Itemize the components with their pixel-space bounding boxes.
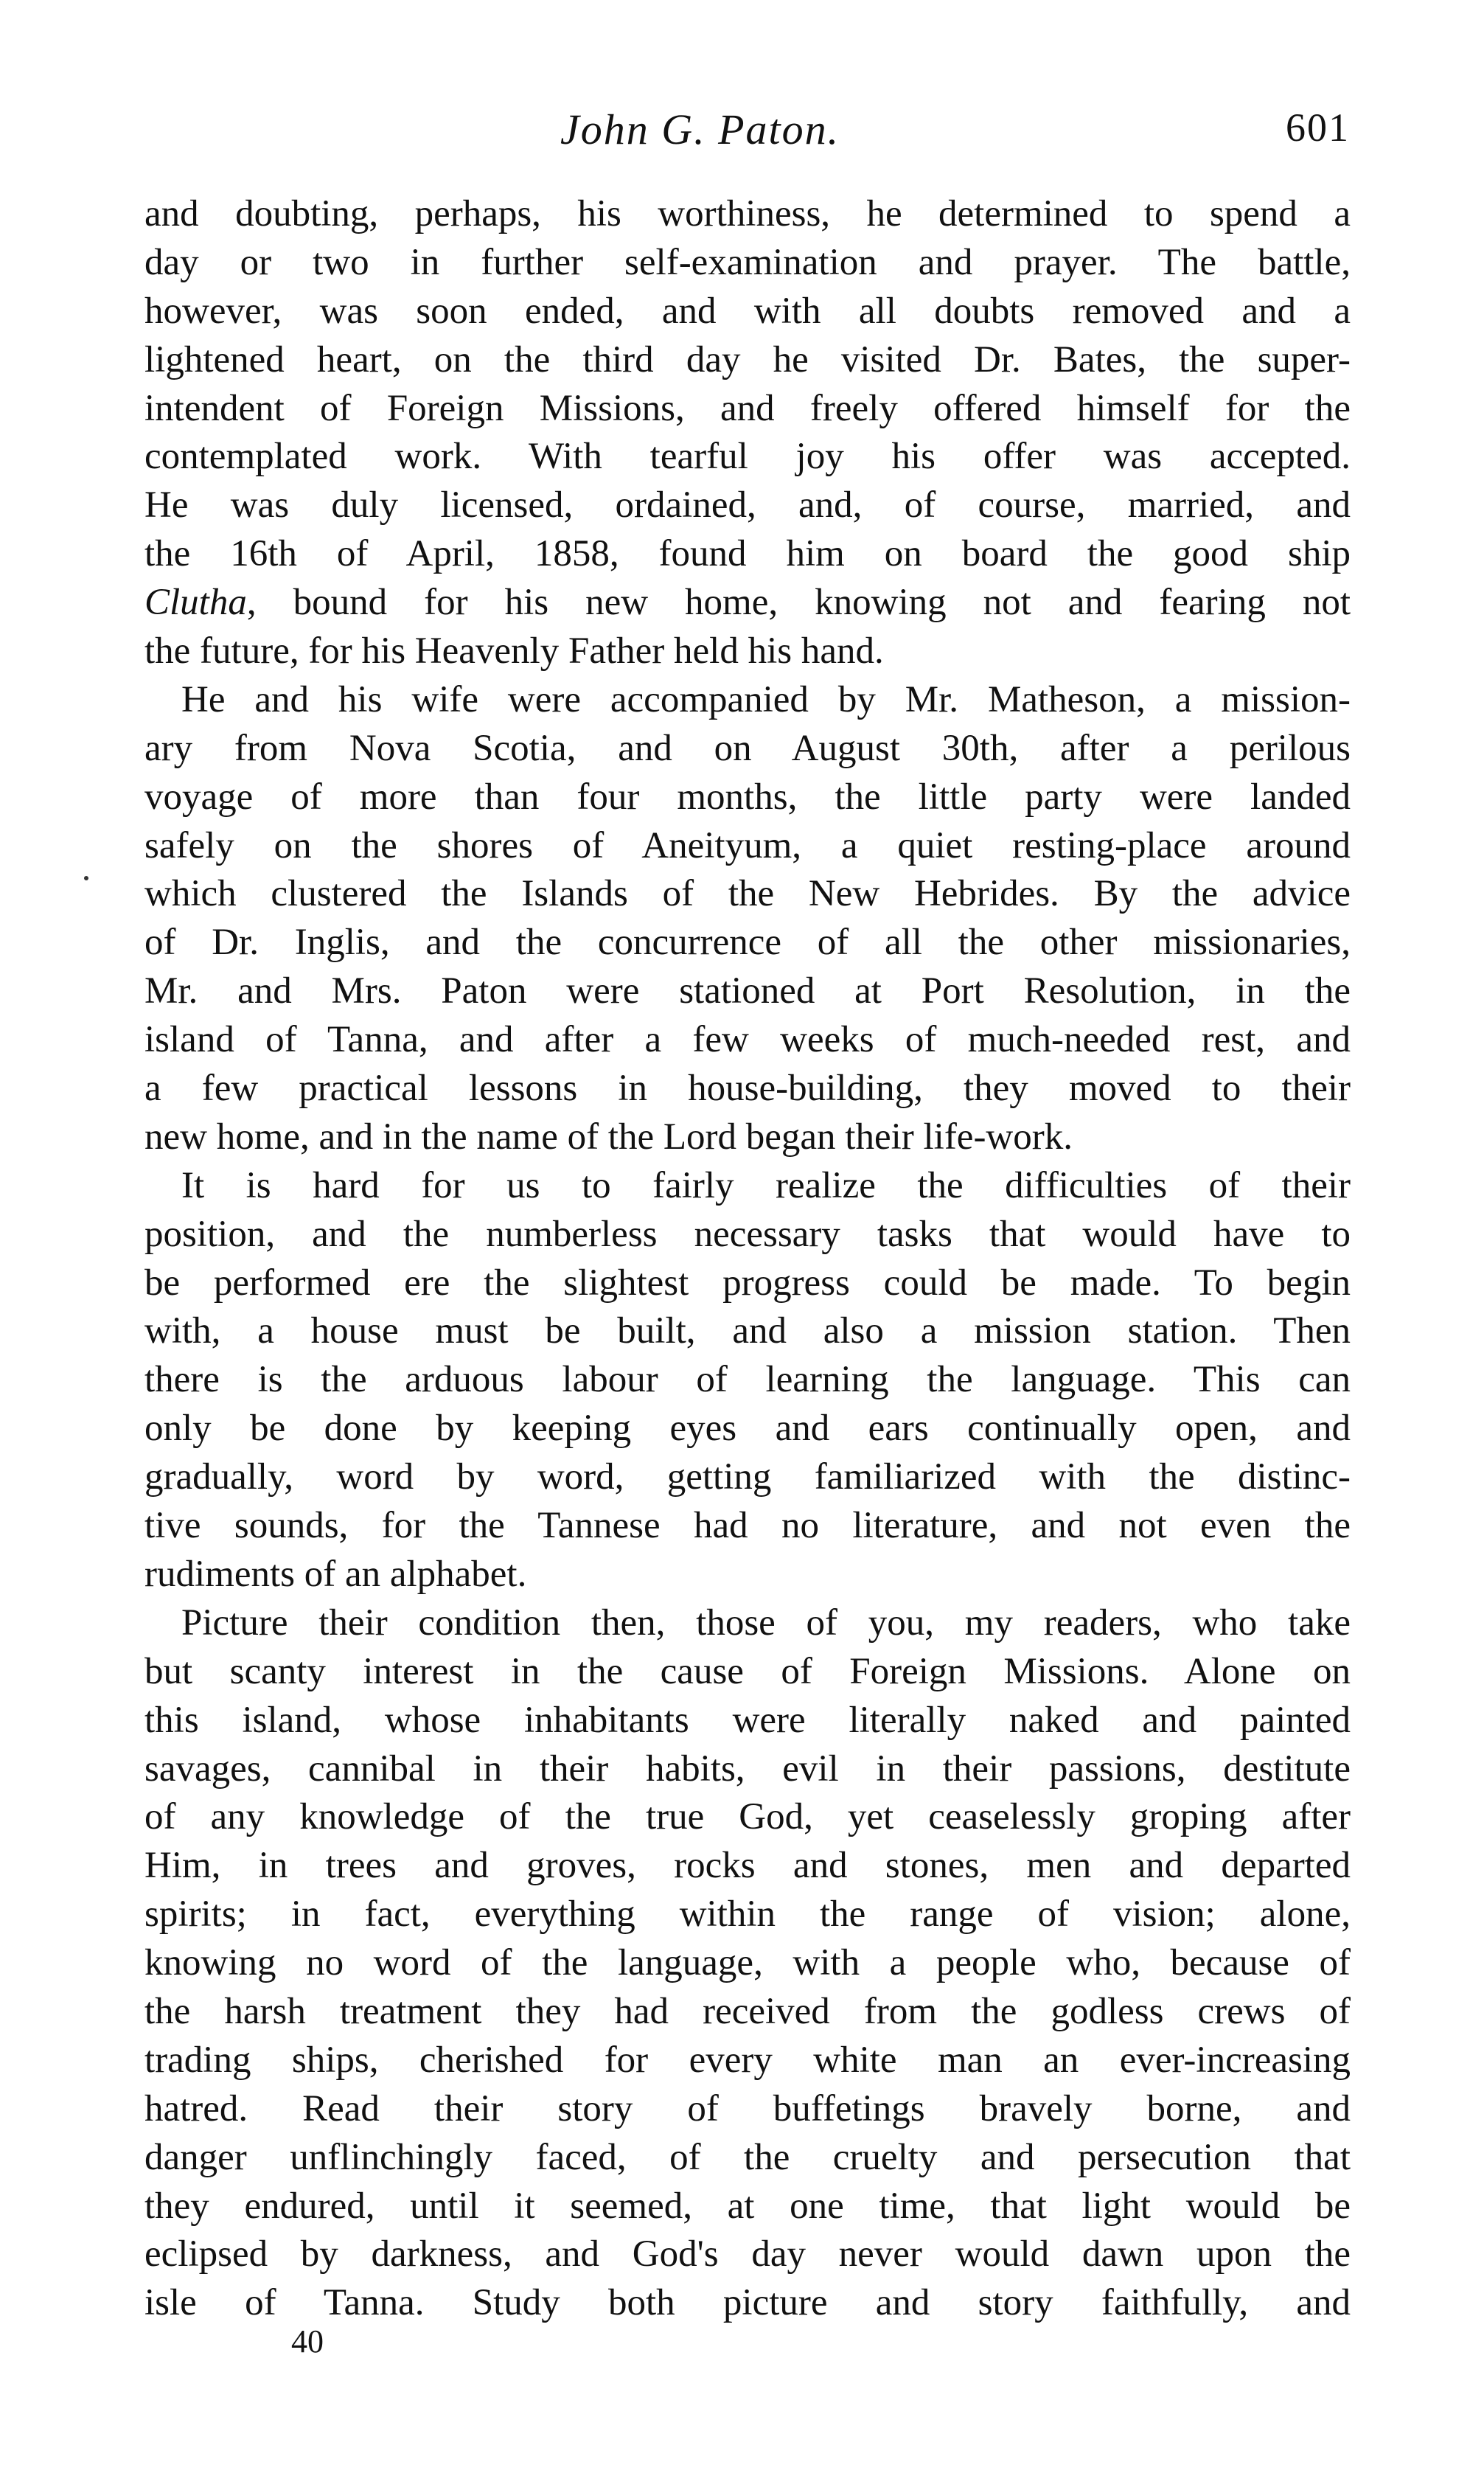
- text-line: Mr. and Mrs. Paton were stationed at Port Resolution, in the: [144, 970, 1351, 1012]
- text-line: safely on the shores of Aneityum, a quiet resting-place around: [144, 824, 1351, 866]
- text-line: Him, in trees and groves, rocks and stones, men and departed: [144, 1845, 1351, 1887]
- text-line: hatred. Read their story of buffetings bravely borne, and: [144, 2087, 1351, 2129]
- stray-ink-mark: [84, 876, 88, 880]
- text-line: be performed ere the slightest progress could be made. To begin: [144, 1262, 1351, 1304]
- text-line: and doubting, perhaps, his worthiness, he determined to spend a: [144, 193, 1351, 234]
- text-line: Clutha, bound for his new home, knowing not and fearing not: [144, 582, 1351, 624]
- text-line: the harsh treatment they had received from the godless crews of: [144, 1990, 1351, 2032]
- text-line: there is the arduous labour of learning the language. This can: [144, 1359, 1351, 1401]
- text-line: only be done by keeping eyes and ears continually open, and: [144, 1408, 1351, 1450]
- text-line: the 16th of April, 1858, found him on board the good ship: [144, 533, 1351, 575]
- text-line: He was duly licensed, ordained, and, of course, married, and: [144, 484, 1351, 526]
- text-line: with, a house must be built, and also a mission station. Then: [144, 1310, 1351, 1352]
- text-line: eclipsed by darkness, and God's day never would dawn upon the: [144, 2233, 1351, 2275]
- text-line: ary from Nova Scotia, and on August 30th, after a perilous: [144, 727, 1351, 769]
- text-line: but scanty interest in the cause of Foreign Missions. Alone on: [144, 1650, 1351, 1692]
- text-line: of Dr. Inglis, and the concurrence of all the other missionaries,: [144, 922, 1351, 964]
- text-line: new home, and in the name of the Lord began their life-work.: [144, 1116, 1073, 1158]
- text-line: danger unflinchingly faced, of the cruelty and persecution that: [144, 2136, 1351, 2178]
- text-line: contemplated work. With tearful joy his offer was accepted.: [144, 436, 1351, 478]
- page-number: 601: [1286, 105, 1350, 150]
- text-line: Picture their condition then, those of you, my readers, who take: [181, 1602, 1351, 1644]
- text-line: He and his wife were accompanied by Mr. Matheson, a mission-: [181, 678, 1351, 720]
- body-text: [144, 190, 1351, 2328]
- text-line: knowing no word of the language, with a people who, because of: [144, 1942, 1351, 1984]
- text-line: intendent of Foreign Missions, and freely offered himself for the: [144, 387, 1351, 429]
- text-line: island of Tanna, and after a few weeks of much-needed rest, and: [144, 1019, 1351, 1061]
- running-title: John G. Paton.: [560, 105, 840, 153]
- text-line: a few practical lessons in house-building, they moved to their: [144, 1068, 1351, 1110]
- text-line: spirits; in fact, everything within the range of vision; alone,: [144, 1893, 1351, 1936]
- text-line: voyage of more than four months, the little party were landed: [144, 776, 1351, 818]
- text-line: this island, whose inhabitants were literally naked and painted: [144, 1699, 1351, 1741]
- text-line: tive sounds, for the Tannese had no literature, and not even the: [144, 1505, 1351, 1547]
- text-line: however, was soon ended, and with all doubts removed and a: [144, 290, 1351, 332]
- text-line: lightened heart, on the third day he visited Dr. Bates, the super-: [144, 338, 1351, 380]
- text-line: which clustered the Islands of the New Hebrides. By the advice: [144, 873, 1351, 915]
- signature-mark: 40: [291, 2323, 324, 2359]
- text-line: the future, for his Heavenly Father held his hand.: [144, 630, 884, 672]
- text-line: It is hard for us to fairly realize the difficulties of their: [181, 1164, 1351, 1206]
- text-line: isle of Tanna. Study both picture and story faithfully, and: [144, 2282, 1351, 2324]
- text-line: savages, cannibal in their habits, evil in their passions, destitute: [144, 1748, 1351, 1790]
- text-line: day or two in further self-examination and prayer. The battle,: [144, 241, 1351, 283]
- text-line: gradually, word by word, getting familiarized with the distinc-: [144, 1456, 1351, 1498]
- text-line: of any knowledge of the true God, yet ceaselessly groping after: [144, 1796, 1351, 1838]
- text-line: they endured, until it seemed, at one time, that light would be: [144, 2185, 1351, 2227]
- text-line: position, and the numberless necessary tasks that would have to: [144, 1213, 1351, 1255]
- text-line: trading ships, cherished for every white man an ever-increasing: [144, 2039, 1351, 2081]
- ship-name: Clutha: [144, 582, 247, 624]
- text-line: rudiments of an alphabet.: [144, 1553, 527, 1595]
